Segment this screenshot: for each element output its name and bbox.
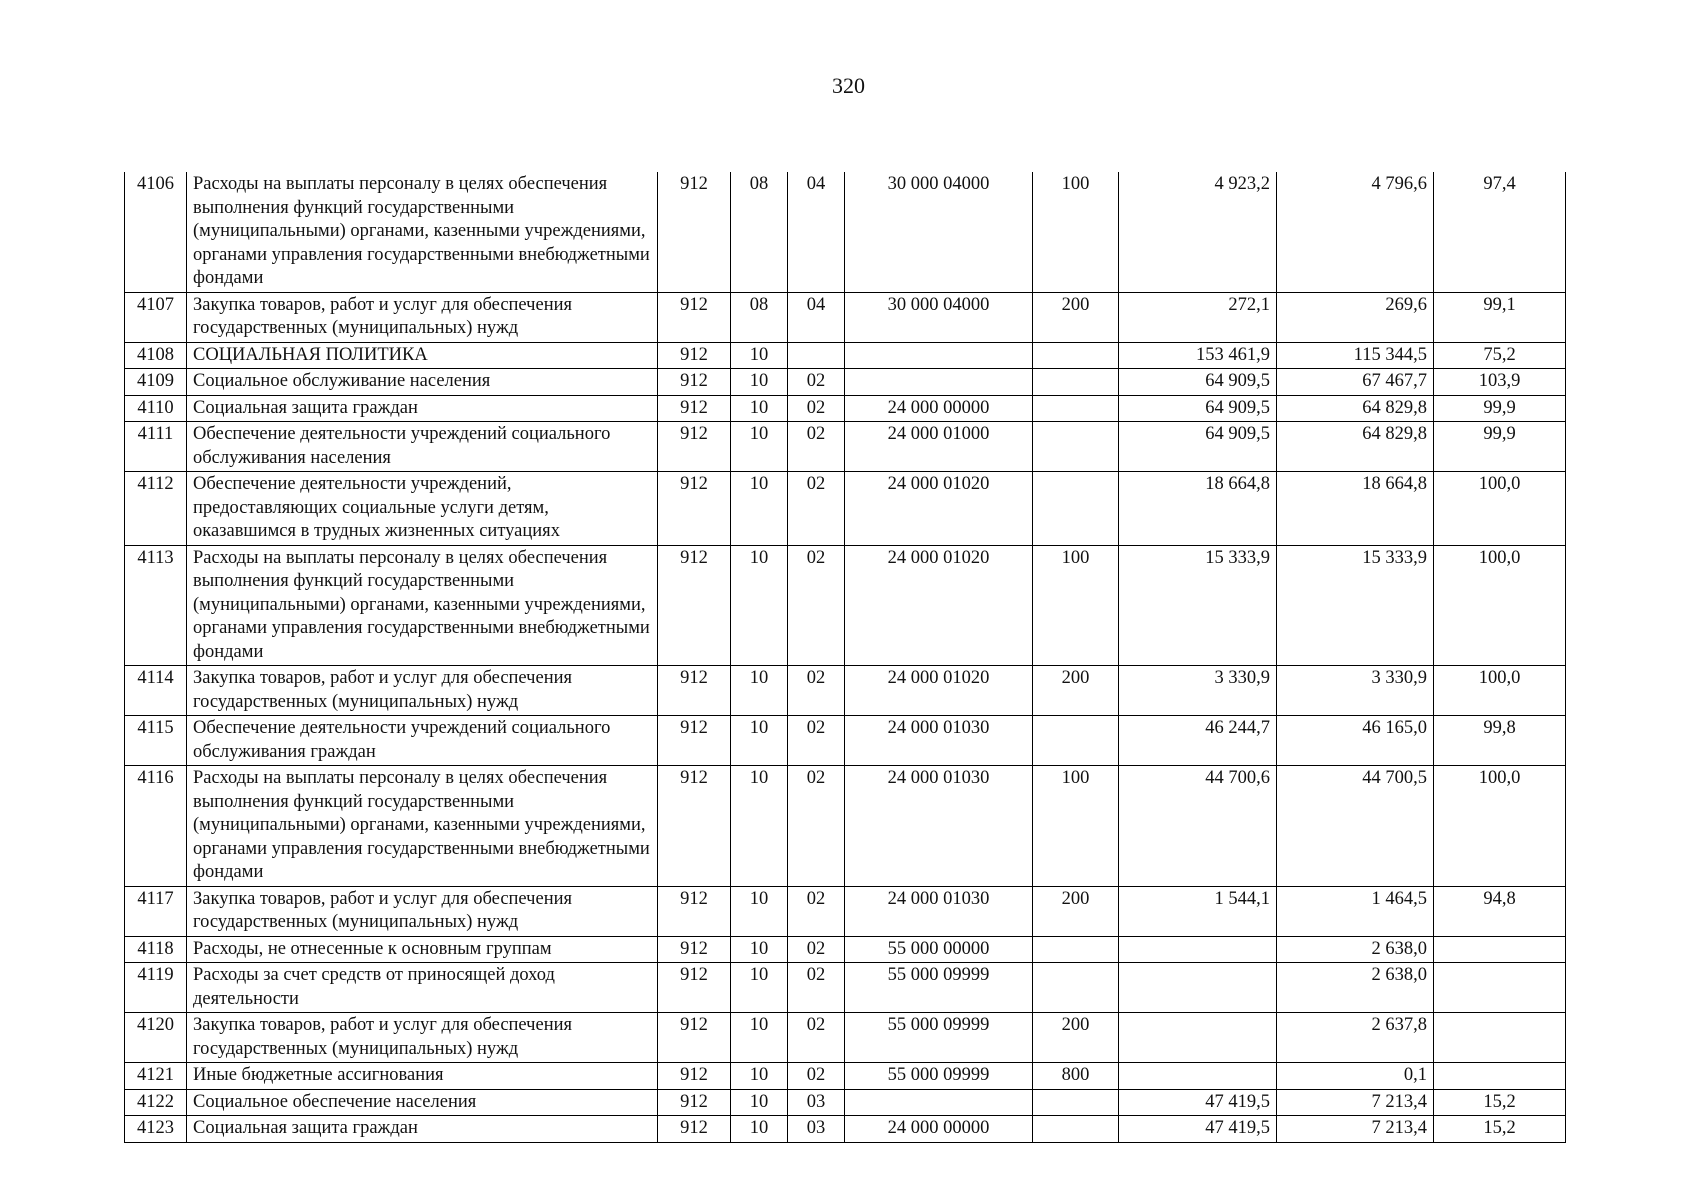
cell-subsection-code: 02 bbox=[788, 716, 845, 766]
cell-row-number: 4112 bbox=[125, 472, 187, 546]
cell-plan-amount: 272,1 bbox=[1119, 292, 1277, 342]
cell-name: Социальное обеспечение населения bbox=[187, 1089, 658, 1116]
cell-row-number: 4110 bbox=[125, 395, 187, 422]
cell-subsection-code bbox=[788, 342, 845, 369]
cell-section-code: 10 bbox=[731, 766, 788, 887]
cell-section-code: 08 bbox=[731, 292, 788, 342]
cell-expense-type bbox=[1033, 716, 1119, 766]
cell-name: Расходы, не отнесенные к основным группам bbox=[187, 936, 658, 963]
table-row bbox=[125, 1063, 1566, 1090]
cell-department-code: 912 bbox=[658, 545, 731, 666]
cell-actual-amount: 3 330,9 bbox=[1277, 666, 1434, 716]
cell-department-code: 912 bbox=[658, 963, 731, 1013]
cell-row-number: 4120 bbox=[125, 1013, 187, 1063]
cell-plan-amount bbox=[1119, 1063, 1277, 1090]
cell-target-article: 55 000 09999 bbox=[845, 1013, 1033, 1063]
cell-plan-amount: 153 461,9 bbox=[1119, 342, 1277, 369]
cell-row-number: 4109 bbox=[125, 369, 187, 396]
cell-row-number: 4111 bbox=[125, 422, 187, 472]
cell-subsection-code: 02 bbox=[788, 1013, 845, 1063]
cell-name: Социальная защита граждан bbox=[187, 1116, 658, 1143]
cell-subsection-code: 04 bbox=[788, 172, 845, 292]
cell-target-article: 55 000 09999 bbox=[845, 963, 1033, 1013]
cell-department-code: 912 bbox=[658, 886, 731, 936]
cell-name: Обеспечение деятельности учреждений социального обслуживания населения bbox=[187, 422, 658, 472]
cell-actual-amount: 7 213,4 bbox=[1277, 1116, 1434, 1143]
cell-execution-percent: 15,2 bbox=[1434, 1089, 1566, 1116]
table-row bbox=[125, 1013, 1566, 1063]
cell-actual-amount: 1 464,5 bbox=[1277, 886, 1434, 936]
cell-section-code: 10 bbox=[731, 963, 788, 1013]
page-number: 320 bbox=[832, 73, 865, 98]
cell-execution-percent: 99,8 bbox=[1434, 716, 1566, 766]
cell-plan-amount: 4 923,2 bbox=[1119, 172, 1277, 292]
cell-expense-type: 200 bbox=[1033, 292, 1119, 342]
cell-expense-type bbox=[1033, 963, 1119, 1013]
cell-subsection-code: 02 bbox=[788, 472, 845, 546]
cell-expense-type bbox=[1033, 1089, 1119, 1116]
cell-section-code: 10 bbox=[731, 1063, 788, 1090]
cell-section-code: 10 bbox=[731, 545, 788, 666]
cell-expense-type: 100 bbox=[1033, 766, 1119, 887]
cell-name: Обеспечение деятельности учреждений, предоставляющих социальные услуги детям, оказавшимся в трудных жизненных ситуациях bbox=[187, 472, 658, 546]
cell-department-code: 912 bbox=[658, 472, 731, 546]
cell-subsection-code: 02 bbox=[788, 545, 845, 666]
cell-section-code: 10 bbox=[731, 472, 788, 546]
cell-execution-percent: 99,1 bbox=[1434, 292, 1566, 342]
cell-department-code: 912 bbox=[658, 1013, 731, 1063]
cell-section-code: 10 bbox=[731, 395, 788, 422]
cell-target-article bbox=[845, 369, 1033, 396]
cell-execution-percent bbox=[1434, 936, 1566, 963]
cell-name: Иные бюджетные ассигнования bbox=[187, 1063, 658, 1090]
cell-section-code: 10 bbox=[731, 369, 788, 396]
cell-plan-amount: 3 330,9 bbox=[1119, 666, 1277, 716]
cell-actual-amount: 115 344,5 bbox=[1277, 342, 1434, 369]
cell-plan-amount: 15 333,9 bbox=[1119, 545, 1277, 666]
cell-execution-percent bbox=[1434, 1013, 1566, 1063]
cell-target-article: 24 000 01030 bbox=[845, 886, 1033, 936]
cell-expense-type: 200 bbox=[1033, 666, 1119, 716]
cell-plan-amount: 44 700,6 bbox=[1119, 766, 1277, 887]
cell-execution-percent: 15,2 bbox=[1434, 1116, 1566, 1143]
cell-name: Расходы на выплаты персоналу в целях обеспечения выполнения функций государственными (муниципальными) органами, казенными учреждениями, органами управления государственными внебюджетными фондами bbox=[187, 545, 658, 666]
cell-actual-amount: 67 467,7 bbox=[1277, 369, 1434, 396]
cell-actual-amount: 2 638,0 bbox=[1277, 963, 1434, 1013]
cell-row-number: 4117 bbox=[125, 886, 187, 936]
cell-execution-percent: 99,9 bbox=[1434, 395, 1566, 422]
cell-name: Социальное обслуживание населения bbox=[187, 369, 658, 396]
cell-execution-percent bbox=[1434, 1063, 1566, 1090]
cell-name: СОЦИАЛЬНАЯ ПОЛИТИКА bbox=[187, 342, 658, 369]
cell-plan-amount bbox=[1119, 1013, 1277, 1063]
table-row bbox=[125, 666, 1566, 716]
cell-actual-amount: 2 638,0 bbox=[1277, 936, 1434, 963]
cell-execution-percent: 100,0 bbox=[1434, 545, 1566, 666]
cell-target-article bbox=[845, 342, 1033, 369]
cell-actual-amount: 2 637,8 bbox=[1277, 1013, 1434, 1063]
cell-actual-amount: 269,6 bbox=[1277, 292, 1434, 342]
cell-target-article: 24 000 00000 bbox=[845, 395, 1033, 422]
table-body bbox=[125, 172, 1566, 1142]
cell-plan-amount: 64 909,5 bbox=[1119, 422, 1277, 472]
cell-department-code: 912 bbox=[658, 395, 731, 422]
cell-expense-type bbox=[1033, 342, 1119, 369]
cell-target-article: 24 000 00000 bbox=[845, 1116, 1033, 1143]
cell-target-article: 24 000 01020 bbox=[845, 472, 1033, 546]
cell-row-number: 4115 bbox=[125, 716, 187, 766]
cell-actual-amount: 15 333,9 bbox=[1277, 545, 1434, 666]
cell-subsection-code: 02 bbox=[788, 963, 845, 1013]
cell-name: Расходы на выплаты персоналу в целях обеспечения выполнения функций государственными (муниципальными) органами, казенными учреждениями, органами управления государственными внебюджетными фондами bbox=[187, 766, 658, 887]
cell-target-article: 55 000 09999 bbox=[845, 1063, 1033, 1090]
table-row bbox=[125, 936, 1566, 963]
cell-expense-type: 800 bbox=[1033, 1063, 1119, 1090]
cell-plan-amount: 64 909,5 bbox=[1119, 395, 1277, 422]
cell-plan-amount: 18 664,8 bbox=[1119, 472, 1277, 546]
table-row bbox=[125, 395, 1566, 422]
cell-target-article: 30 000 04000 bbox=[845, 172, 1033, 292]
cell-execution-percent: 103,9 bbox=[1434, 369, 1566, 396]
cell-expense-type bbox=[1033, 369, 1119, 396]
cell-subsection-code: 02 bbox=[788, 936, 845, 963]
cell-name: Закупка товаров, работ и услуг для обеспечения государственных (муниципальных) нужд bbox=[187, 666, 658, 716]
cell-department-code: 912 bbox=[658, 1089, 731, 1116]
cell-subsection-code: 02 bbox=[788, 766, 845, 887]
cell-name: Закупка товаров, работ и услуг для обеспечения государственных (муниципальных) нужд bbox=[187, 1013, 658, 1063]
table-row bbox=[125, 886, 1566, 936]
cell-section-code: 10 bbox=[731, 342, 788, 369]
cell-row-number: 4121 bbox=[125, 1063, 187, 1090]
cell-department-code: 912 bbox=[658, 1116, 731, 1143]
cell-execution-percent: 100,0 bbox=[1434, 766, 1566, 887]
cell-expense-type bbox=[1033, 395, 1119, 422]
cell-row-number: 4107 bbox=[125, 292, 187, 342]
cell-subsection-code: 02 bbox=[788, 886, 845, 936]
table-row bbox=[125, 422, 1566, 472]
cell-subsection-code: 03 bbox=[788, 1089, 845, 1116]
cell-section-code: 10 bbox=[731, 1116, 788, 1143]
cell-plan-amount: 1 544,1 bbox=[1119, 886, 1277, 936]
cell-execution-percent: 100,0 bbox=[1434, 472, 1566, 546]
cell-row-number: 4118 bbox=[125, 936, 187, 963]
cell-name: Обеспечение деятельности учреждений социального обслуживания граждан bbox=[187, 716, 658, 766]
cell-target-article bbox=[845, 1089, 1033, 1116]
cell-expense-type bbox=[1033, 1116, 1119, 1143]
cell-row-number: 4119 bbox=[125, 963, 187, 1013]
cell-execution-percent: 99,9 bbox=[1434, 422, 1566, 472]
cell-expense-type: 100 bbox=[1033, 545, 1119, 666]
cell-section-code: 10 bbox=[731, 716, 788, 766]
cell-subsection-code: 02 bbox=[788, 395, 845, 422]
cell-name: Закупка товаров, работ и услуг для обеспечения государственных (муниципальных) нужд bbox=[187, 292, 658, 342]
cell-name: Расходы за счет средств от приносящей доход деятельности bbox=[187, 963, 658, 1013]
table-row bbox=[125, 172, 1566, 292]
cell-section-code: 08 bbox=[731, 172, 788, 292]
cell-department-code: 912 bbox=[658, 422, 731, 472]
cell-actual-amount: 44 700,5 bbox=[1277, 766, 1434, 887]
cell-subsection-code: 02 bbox=[788, 369, 845, 396]
cell-row-number: 4108 bbox=[125, 342, 187, 369]
cell-actual-amount: 46 165,0 bbox=[1277, 716, 1434, 766]
cell-row-number: 4106 bbox=[125, 172, 187, 292]
cell-department-code: 912 bbox=[658, 342, 731, 369]
cell-execution-percent: 97,4 bbox=[1434, 172, 1566, 292]
cell-subsection-code: 02 bbox=[788, 1063, 845, 1090]
cell-plan-amount: 46 244,7 bbox=[1119, 716, 1277, 766]
cell-execution-percent: 100,0 bbox=[1434, 666, 1566, 716]
cell-target-article: 24 000 01030 bbox=[845, 716, 1033, 766]
cell-plan-amount: 47 419,5 bbox=[1119, 1116, 1277, 1143]
cell-department-code: 912 bbox=[658, 369, 731, 396]
cell-department-code: 912 bbox=[658, 936, 731, 963]
cell-execution-percent: 94,8 bbox=[1434, 886, 1566, 936]
cell-execution-percent: 75,2 bbox=[1434, 342, 1566, 369]
cell-expense-type: 200 bbox=[1033, 886, 1119, 936]
cell-department-code: 912 bbox=[658, 716, 731, 766]
cell-expense-type: 200 bbox=[1033, 1013, 1119, 1063]
cell-section-code: 10 bbox=[731, 1013, 788, 1063]
cell-section-code: 10 bbox=[731, 422, 788, 472]
cell-department-code: 912 bbox=[658, 766, 731, 887]
cell-execution-percent bbox=[1434, 963, 1566, 1013]
table-row bbox=[125, 1089, 1566, 1116]
cell-plan-amount bbox=[1119, 936, 1277, 963]
cell-subsection-code: 04 bbox=[788, 292, 845, 342]
cell-section-code: 10 bbox=[731, 666, 788, 716]
table-row bbox=[125, 766, 1566, 887]
cell-row-number: 4114 bbox=[125, 666, 187, 716]
cell-target-article: 24 000 01020 bbox=[845, 666, 1033, 716]
cell-row-number: 4123 bbox=[125, 1116, 187, 1143]
table-row bbox=[125, 545, 1566, 666]
table-row bbox=[125, 292, 1566, 342]
cell-row-number: 4122 bbox=[125, 1089, 187, 1116]
cell-actual-amount: 4 796,6 bbox=[1277, 172, 1434, 292]
cell-plan-amount: 47 419,5 bbox=[1119, 1089, 1277, 1116]
cell-expense-type bbox=[1033, 472, 1119, 546]
cell-expense-type: 100 bbox=[1033, 172, 1119, 292]
table-row bbox=[125, 369, 1566, 396]
cell-expense-type bbox=[1033, 422, 1119, 472]
cell-actual-amount: 64 829,8 bbox=[1277, 422, 1434, 472]
cell-subsection-code: 03 bbox=[788, 1116, 845, 1143]
cell-target-article: 30 000 04000 bbox=[845, 292, 1033, 342]
cell-department-code: 912 bbox=[658, 666, 731, 716]
table-row bbox=[125, 716, 1566, 766]
table-row bbox=[125, 472, 1566, 546]
cell-plan-amount: 64 909,5 bbox=[1119, 369, 1277, 396]
cell-department-code: 912 bbox=[658, 172, 731, 292]
cell-target-article: 24 000 01020 bbox=[845, 545, 1033, 666]
cell-expense-type bbox=[1033, 936, 1119, 963]
table-row bbox=[125, 963, 1566, 1013]
cell-row-number: 4113 bbox=[125, 545, 187, 666]
cell-section-code: 10 bbox=[731, 886, 788, 936]
table-row bbox=[125, 1116, 1566, 1143]
cell-actual-amount: 18 664,8 bbox=[1277, 472, 1434, 546]
cell-target-article: 24 000 01000 bbox=[845, 422, 1033, 472]
cell-name: Расходы на выплаты персоналу в целях обеспечения выполнения функций государственными (муниципальными) органами, казенными учреждениями, органами управления государственными внебюджетными фондами bbox=[187, 172, 658, 292]
cell-actual-amount: 7 213,4 bbox=[1277, 1089, 1434, 1116]
cell-actual-amount: 0,1 bbox=[1277, 1063, 1434, 1090]
cell-plan-amount bbox=[1119, 963, 1277, 1013]
budget-table bbox=[124, 172, 1566, 1143]
cell-subsection-code: 02 bbox=[788, 666, 845, 716]
cell-name: Социальная защита граждан bbox=[187, 395, 658, 422]
cell-name: Закупка товаров, работ и услуг для обеспечения государственных (муниципальных) нужд bbox=[187, 886, 658, 936]
cell-target-article: 24 000 01030 bbox=[845, 766, 1033, 887]
cell-department-code: 912 bbox=[658, 1063, 731, 1090]
cell-department-code: 912 bbox=[658, 292, 731, 342]
cell-subsection-code: 02 bbox=[788, 422, 845, 472]
cell-row-number: 4116 bbox=[125, 766, 187, 887]
cell-section-code: 10 bbox=[731, 1089, 788, 1116]
cell-actual-amount: 64 829,8 bbox=[1277, 395, 1434, 422]
cell-target-article: 55 000 00000 bbox=[845, 936, 1033, 963]
cell-section-code: 10 bbox=[731, 936, 788, 963]
table-row bbox=[125, 342, 1566, 369]
